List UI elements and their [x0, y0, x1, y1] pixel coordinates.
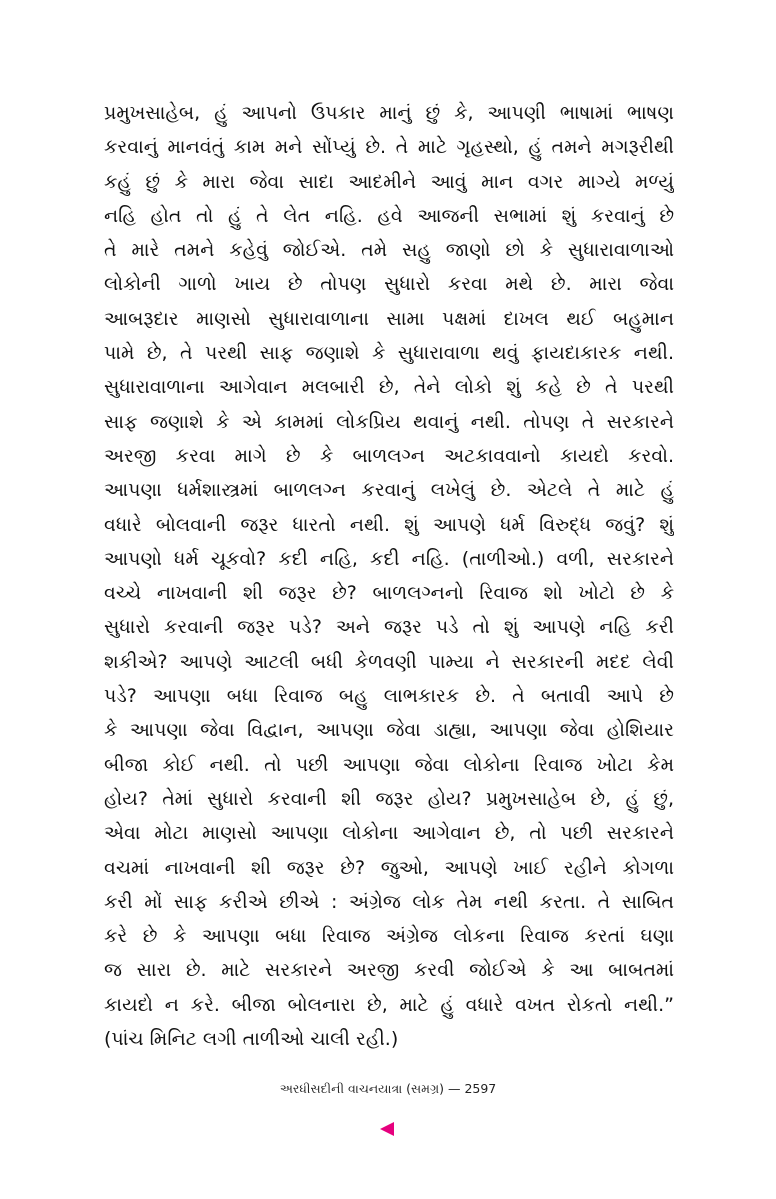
text-line: લોકોની ગાળો ખાય છે તોપણ સુધારો કરવા મથે છે. મારા જેવા	[104, 273, 674, 296]
text-line: આબરૂદાર માણસો સુધારાવાળાના સામા પક્ષમાં દાખલ થઈ બહુમાન	[104, 307, 674, 330]
text-line: પડે? આપણા બધા રિવાજ બહુ લાભકારક છે. તે બતાવી આપે છે	[104, 685, 674, 708]
text-line: કરે છે કે આપણા બધા રિવાજ અંગ્રેજ લોકના રિવાજ કરતાં ઘણા	[104, 925, 674, 948]
text-line: કે આપણા જેવા વિદ્વાન, આપણા જેવા ડાહ્યા, આપણા જેવા હોશિયાર	[104, 719, 674, 742]
text-line: વચમાં નાખવાની શી જરૂર છે? જુઓ, આપણે ખાઈ રહીને કોગળા	[104, 856, 674, 879]
text-line: પ્રમુખસાહેબ, હું આપનો ઉપકાર માનું છું કે, આપણી ભાષામાં ભાષણ	[104, 102, 674, 124]
triangle-left-icon[interactable]	[380, 1122, 394, 1136]
text-line: અરજી કરવા માગે છે કે બાળલગ્ન અટકાવવાનો કાયદો કરવો.	[104, 444, 674, 467]
text-line: કરી મોં સાફ કરીએ છીએ : અંગ્રેજ લોક તેમ નથી કરતા. તે સાબિત	[104, 890, 674, 913]
text-line: તે મારે તમને કહેવું જોઈએ. તમે સહુ જાણો છો કે સુધારાવાળાઓ	[104, 239, 674, 262]
text-line: આપણો ધર્મ ચૂકવો? કદી નહિ, કદી નહિ. (તાળીઓ.) વળી, સરકારને	[104, 547, 674, 570]
text-line: હોય? તેમાં સુધારો કરવાની શી જરૂર હોય? પ્રમુખસાહેબ છે, હું છું,	[104, 787, 674, 810]
page-footer-running-title: અરધીસદીની વાચનયાત્રા (સમગ્ર) — 2597	[279, 1081, 497, 1096]
text-line: સાફ જણાશે કે એ કામમાં લોકપ્રિય થવાનું નથી. તોપણ તે સરકારને	[104, 410, 674, 433]
text-line: વધારે બોલવાની જરૂર ધારતો નથી. શું આપણે ધર્મ વિરુદ્ધ જવું? શું	[104, 513, 674, 536]
text-line: સુધારો કરવાની જરૂર પડે? અને જરૂર પડે તો શું આપણે નહિ કરી	[104, 616, 674, 639]
text-line: સુધારાવાળાના આગેવાન મલબારી છે, તેને લોકો શું કહે છે તે પરથી	[104, 376, 674, 399]
text-line: પામે છે, તે પરથી સાફ જણાશે કે સુધારાવાળા થવું ફાયદાકારક નથી.	[104, 342, 674, 365]
text-line: કહું છું કે મારા જેવા સાદા આદમીને આવું માન વગર માગ્યે મળ્યું	[104, 170, 674, 193]
text-line: શકીએ? આપણે આટલી બધી કેળવણી પામ્યા ને સરકારની મદદ લેવી	[104, 650, 674, 673]
text-line: આપણા ધર્મશાસ્ત્રમાં બાળલગ્ન કરવાનું લખેલું છે. એટલે તે માટે હું	[104, 479, 674, 502]
page-body-text	[104, 96, 674, 1056]
text-line: એવા મોટા માણસો આપણા લોકોના આગેવાન છે, તો પછી સરકારને	[104, 822, 674, 845]
text-line-last: (પાંચ મિનિટ લગી તાળીઓ ચાલી રહી.)	[104, 1028, 399, 1051]
text-line: કરવાનું માનવંતું કામ મને સોંપ્યું છે. તે માટે ગૃહસ્થો, હું તમને મગરૂરીથી	[104, 136, 674, 159]
text-line: જ સારા છે. માટે સરકારને અરજી કરવી જોઈએ કે આ બાબતમાં	[104, 959, 674, 982]
text-line: બીજા કોઈ નથી. તો પછી આપણા જેવા લોકોના રિવાજ ખોટા કેમ	[104, 753, 674, 776]
text-line: નહિ હોત તો હું તે લેત નહિ. હવે આજની સભામાં શું કરવાનું છે	[104, 204, 674, 227]
text-line: વચ્ચે નાખવાની શી જરૂર છે? બાળલગ્નનો રિવાજ શો ખોટો છે કે	[104, 582, 674, 605]
text-line: કાયદો ન કરે. બીજા બોલનારા છે, માટે હું વધારે વખત રોકતો નથી.”	[104, 993, 674, 1016]
